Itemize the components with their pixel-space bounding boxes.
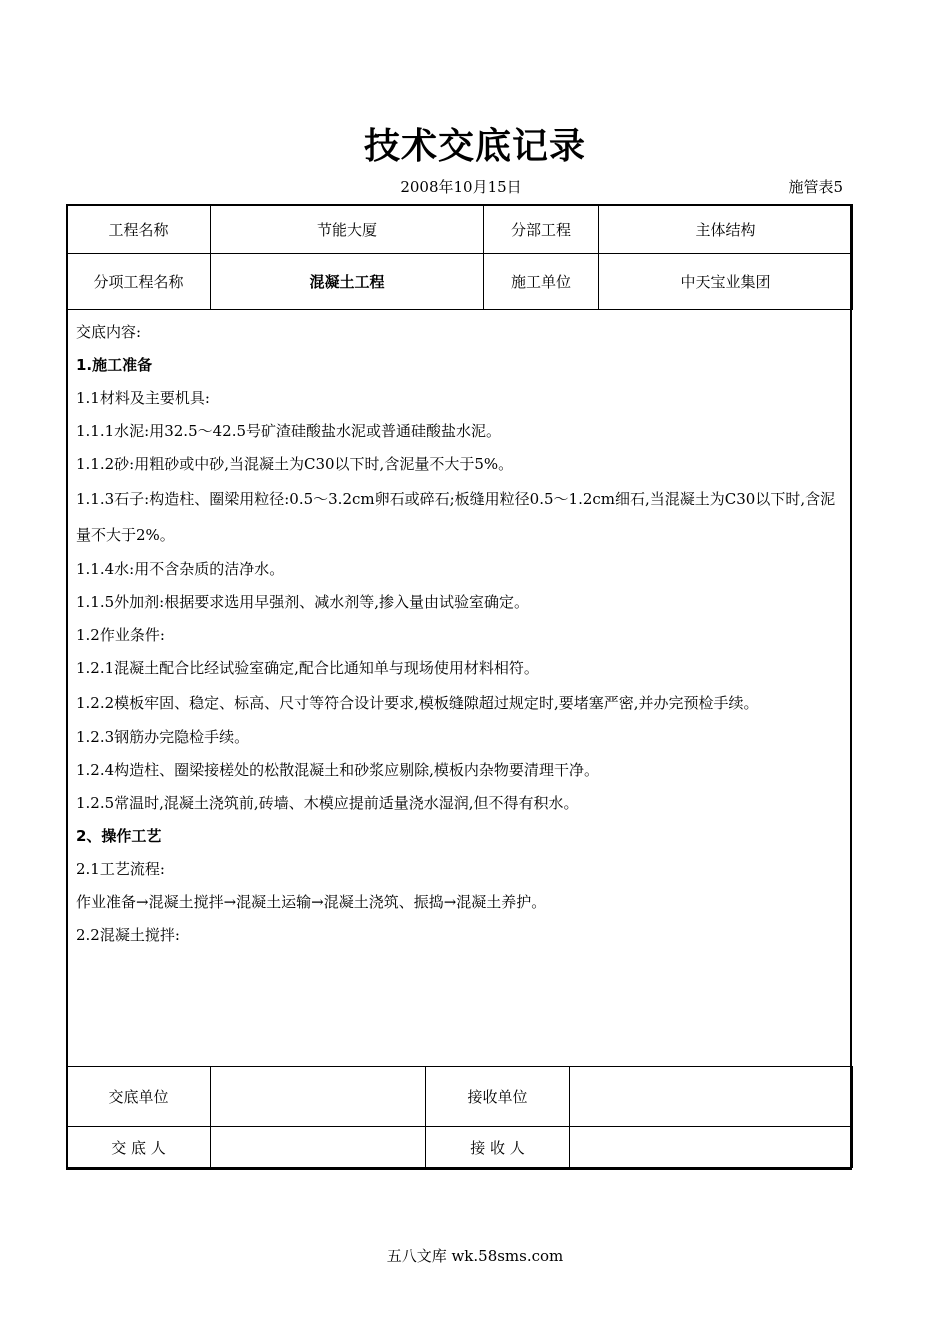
disclosure-content [67,309,851,1067]
issuer-unit-label: 交底单位 [67,1067,211,1127]
content-heading: 2、操作工艺 [76,827,162,845]
receiver-field[interactable] [570,1127,853,1168]
signoff-table [66,1066,853,1168]
sub-item-label: 分项工程名称 [67,254,211,310]
content-line: 交底内容: [76,323,142,341]
division-value: 主体结构 [599,205,853,254]
content-line: 1.2.2模板牢固、稳定、标高、尺寸等符合设计要求,模板缝隙超过规定时,要堵塞严密,并办完预检手续。 [76,694,759,712]
content-line: 1.1.1水泥:用32.5～42.5号矿渣硅酸盐水泥或普通硅酸盐水泥。 [76,422,502,440]
footer-watermark: 五八文库 wk.58sms.com [386,1247,564,1265]
content-line: 1.1材料及主要机具: [76,389,210,407]
content-line: 2.1工艺流程: [76,860,165,878]
content-line: 1.2.3钢筋办完隐检手续。 [76,728,250,746]
signoff-row-2 [67,1127,853,1168]
signoff-row-1 [67,1067,853,1127]
content-heading: 1.施工准备 [76,356,153,374]
content-line: 1.2.1混凝土配合比经试验室确定,配合比通知单与现场使用材料相符。 [76,659,539,677]
issuer-label: 交 底 人 [67,1127,211,1168]
content-line: 1.2.4构造柱、圈梁接槎处的松散混凝土和砂浆应剔除,模板内杂物要清理干净。 [76,761,599,779]
project-name-label: 工程名称 [67,205,211,254]
project-info-row-1 [67,205,853,254]
content-line: 作业准备→混凝土搅拌→混凝土运输→混凝土浇筑、振捣→混凝土养护。 [76,893,547,911]
form-number: 施管表5 [788,178,843,196]
content-line: 2.2混凝土搅拌: [76,926,180,944]
contractor-value: 中天宝业集团 [599,254,853,310]
receiver-unit-field[interactable] [570,1067,853,1127]
issuer-field[interactable] [211,1127,426,1168]
receiver-unit-label: 接收单位 [426,1067,570,1127]
document-date: 2008年10月15日 [400,178,522,196]
project-info-table [66,204,853,310]
content-line: 1.1.3石子:构造柱、圈梁用粒径:0.5～3.2cm卵石或碎石;板缝用粒径0.5～1.2cm细石,当混凝土为C30以下时,含泥量不大于2%。 [76,490,836,544]
content-line: 1.2作业条件: [76,626,165,644]
content-line: 1.1.4水:用不含杂质的洁净水。 [76,560,285,578]
receiver-label: 接 收 人 [426,1127,570,1168]
issuer-unit-field[interactable] [211,1067,426,1127]
content-line: 1.1.2砂:用粗砂或中砂,当混凝土为C30以下时,含泥量不大于5%。 [76,455,514,473]
sub-item-value: 混凝土工程 [211,254,484,310]
content-line: 1.2.5常温时,混凝土浇筑前,砖墙、木模应提前适量浇水湿润,但不得有积水。 [76,794,579,812]
contractor-label: 施工单位 [484,254,599,310]
document-title: 技术交底记录 [363,126,586,167]
project-name-value: 节能大厦 [211,205,484,254]
division-label: 分部工程 [484,205,599,254]
project-info-row-2 [67,254,853,310]
content-line: 1.1.5外加剂:根据要求选用早强剂、减水剂等,掺入量由试验室确定。 [76,593,529,611]
